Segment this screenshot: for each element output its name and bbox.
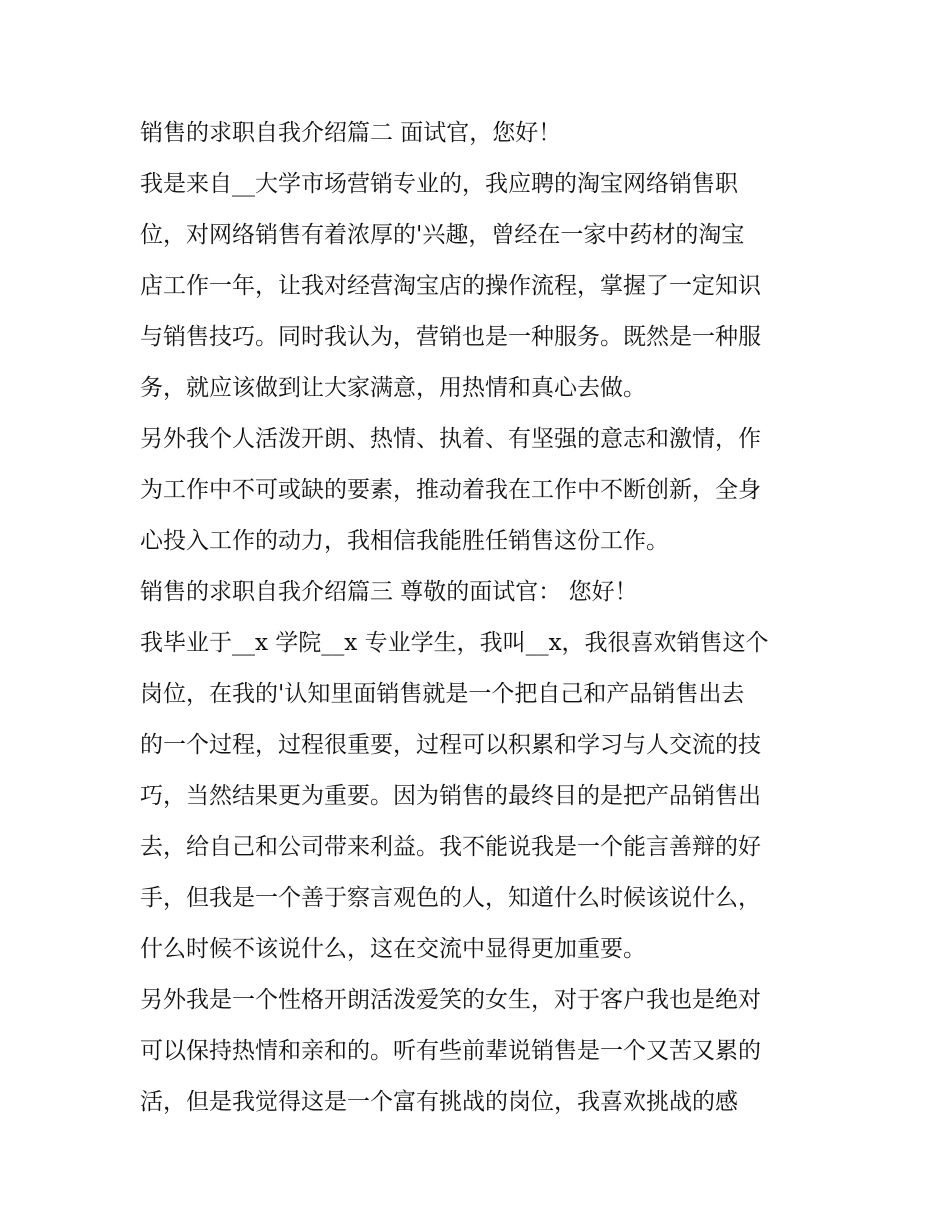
text-line-heading-part2: 销售的求职自我介绍篇二 面试官，您好！ [140,120,562,146]
text-line: 什么时候不该说什么，这在交流中显得更加重要。 [140,936,646,962]
text-line: 我毕业于__x 学院__x 专业学生，我叫__x，我很喜欢销售这个 [140,630,769,656]
text-line: 与销售技巧。同时我认为，营销也是一种服务。既然是一种服 [140,324,761,350]
text-line: 店工作一年，让我对经营淘宝店的操作流程，掌握了一定知识 [140,273,761,299]
text-line: 去，给自己和公司带来利益。我不能说我是一个能言善辩的好 [140,834,761,860]
text-line: 可以保持热情和亲和的。听有些前辈说销售是一个又苦又累的 [140,1038,761,1064]
text-line-heading-part3: 销售的求职自我介绍篇三 尊敬的面试官： 您好！ [140,579,638,605]
text-line: 位，对网络销售有着浓厚的'兴趣，曾经在一家中药材的淘宝 [140,222,745,248]
text-line: 另外我是一个性格开朗活泼爱笑的女生，对于客户我也是绝对 [140,987,761,1013]
text-line: 为工作中不可或缺的要素，推动着我在工作中不断创新，全身 [140,477,761,503]
text-line: 岗位，在我的'认知里面销售就是一个把自己和产品销售出去 [140,681,745,707]
document-body [140,108,820,1128]
text-line: 务，就应该做到让大家满意，用热情和真心去做。 [140,375,646,401]
text-line: 另外我个人活泼开朗、热情、执着、有坚强的意志和激情，作 [140,426,761,452]
text-line: 我是来自__大学市场营销专业的，我应聘的淘宝网络销售职 [140,171,738,197]
text-line: 手，但我是一个善于察言观色的人，知道什么时候该说什么， [140,885,761,911]
text-line: 的一个过程，过程很重要，过程可以积累和学习与人交流的技 [140,732,761,758]
text-line: 心投入工作的动力，我相信我能胜任销售这份工作。 [140,528,669,554]
text-line: 巧，当然结果更为重要。因为销售的最终目的是把产品销售出 [140,783,761,809]
text-line: 活，但是我觉得这是一个富有挑战的岗位，我喜欢挑战的感 [140,1089,738,1115]
